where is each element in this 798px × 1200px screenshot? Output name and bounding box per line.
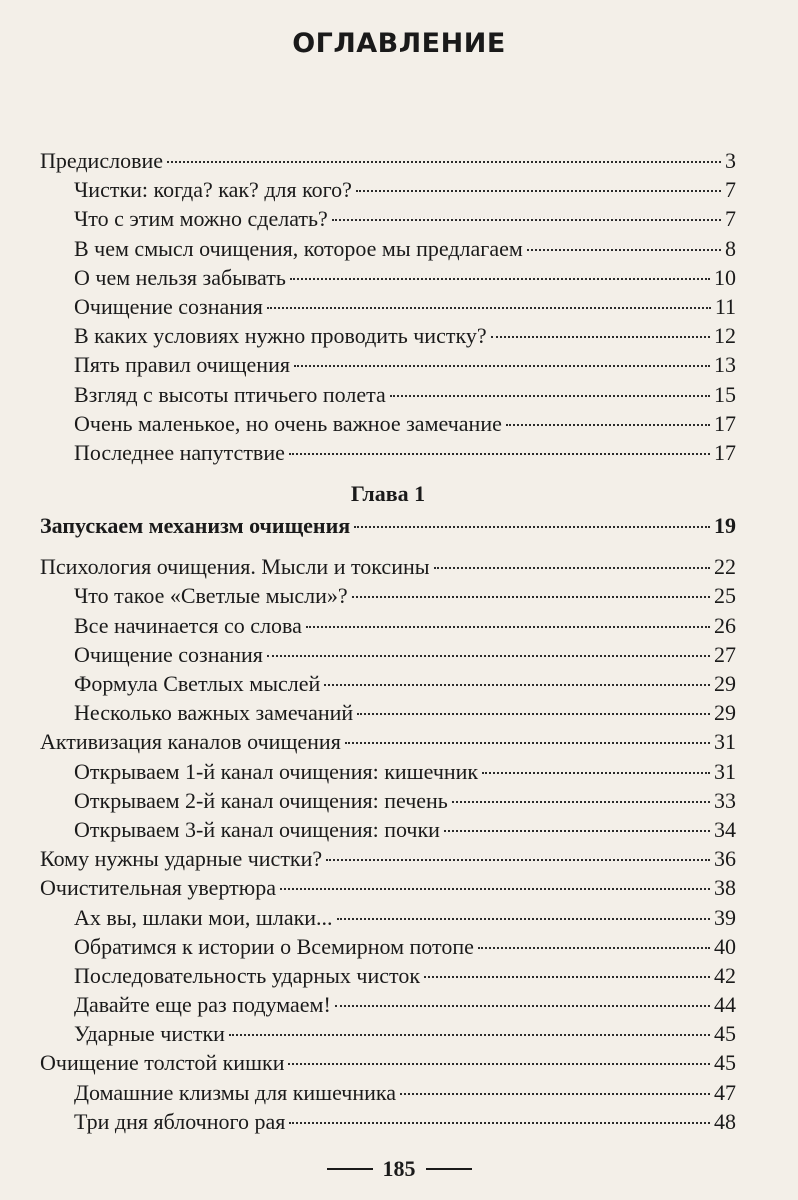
toc-entry <box>40 552 736 581</box>
toc-entry-page: 3 <box>725 148 736 173</box>
toc-entry-page: 42 <box>714 962 736 988</box>
dot-leader <box>280 888 710 890</box>
toc-entry-title: Кому нужны ударные чистки? <box>40 846 323 872</box>
toc-entry <box>40 669 736 698</box>
toc-entry-page: 12 <box>714 323 736 349</box>
toc-entry <box>40 786 736 815</box>
toc-entry-title: Ах вы, шлаки мои, шлаки... <box>74 904 333 930</box>
toc-entry-page: 7 <box>725 177 736 203</box>
toc-entry <box>40 1048 736 1077</box>
toc-entry <box>40 1078 736 1107</box>
toc-entry <box>40 932 736 961</box>
dot-leader <box>229 1034 710 1036</box>
dot-leader <box>267 655 710 657</box>
dot-leader <box>452 801 710 803</box>
dot-leader <box>167 161 721 163</box>
toc-entry-title: Что такое «Светлые мысли»? <box>74 583 348 609</box>
toc-entry <box>40 698 736 727</box>
dot-leader <box>294 365 710 367</box>
toc-entry-page: 33 <box>714 787 736 813</box>
dot-leader <box>335 1005 710 1007</box>
toc-entry-title: Несколько важных замечаний <box>74 700 354 726</box>
chapter-entries <box>40 552 736 1136</box>
toc-entry-title: Все начинается со слова <box>74 612 302 638</box>
toc-entry <box>40 844 736 873</box>
toc-entry-title: Чистки: когда? как? для кого? <box>74 177 352 203</box>
toc-entry-page: 47 <box>714 1079 736 1105</box>
toc-entry <box>40 321 736 350</box>
dot-leader <box>434 567 710 569</box>
toc-entry-title: Что с этим можно сделать? <box>74 206 328 232</box>
dot-leader <box>390 395 710 397</box>
chapter-page: 19 <box>714 513 736 539</box>
chapter-title: Запускаем механизм очищения <box>40 513 351 539</box>
toc-entry-title: Открываем 2-й канал очищения: печень <box>74 787 448 813</box>
dot-leader <box>354 526 710 528</box>
toc-entry-page: 22 <box>714 554 736 580</box>
toc-entry-page: 8 <box>725 235 736 261</box>
toc-entry-title: Открываем 3-й канал очищения: почки <box>74 816 440 842</box>
intro-section <box>40 146 736 467</box>
toc-entry-title: Активизация каналов очищения <box>40 729 341 755</box>
toc-entry-page: 10 <box>714 264 736 290</box>
toc-entry-page: 29 <box>714 671 736 696</box>
dot-leader <box>352 596 710 598</box>
toc-entry-title: Очищение сознания <box>74 293 263 319</box>
toc-entry-title: Формула Светлых мыслей <box>74 671 321 696</box>
toc-entry <box>40 409 736 438</box>
dot-leader <box>482 772 710 774</box>
toc-entry <box>40 263 736 292</box>
toc-entry-title: Очищение толстой кишки <box>40 1050 285 1076</box>
toc-entry-page: 31 <box>714 758 736 784</box>
toc-entry <box>40 292 736 321</box>
dot-leader <box>290 278 710 280</box>
dot-leader <box>267 307 711 309</box>
toc-entry-title: Три дня яблочного рая <box>74 1108 286 1134</box>
toc-entry <box>40 234 736 263</box>
toc-entry-page: 48 <box>714 1108 736 1134</box>
toc-entry-page: 26 <box>714 612 736 638</box>
dot-leader <box>337 918 710 920</box>
toc-entry-title: Ударные чистки <box>74 1021 225 1047</box>
dot-leader <box>288 1063 710 1065</box>
dot-leader <box>444 830 710 832</box>
toc-entry <box>40 581 736 610</box>
page-number: 185 <box>382 1156 416 1181</box>
toc-entry-title: Предисловие <box>40 148 163 173</box>
toc-entry-page: 25 <box>714 583 736 609</box>
toc-entry-page: 34 <box>714 816 736 842</box>
dot-leader <box>506 424 710 426</box>
chapter-label: Глава 1 <box>350 481 426 507</box>
toc-entry-title: Последнее напутствие <box>74 439 285 465</box>
dot-leader <box>357 713 710 715</box>
toc-entry <box>40 438 736 467</box>
toc-entry <box>40 146 736 175</box>
toc-entry <box>40 640 736 669</box>
toc-entry <box>40 1107 736 1136</box>
footer-dash-right <box>426 1168 472 1170</box>
footer-dash-left <box>327 1168 373 1170</box>
toc-entry-page: 17 <box>714 439 736 465</box>
toc-entry <box>40 990 736 1019</box>
toc-entry-title: Открываем 1-й канал очищения: кишечник <box>74 758 479 784</box>
toc-entry <box>40 903 736 932</box>
toc-entry <box>40 175 736 204</box>
dot-leader <box>324 684 710 686</box>
toc-entry-title: Взгляд с высоты птичьего полета <box>74 381 386 407</box>
toc-entry-page: 7 <box>725 206 736 232</box>
dot-leader <box>289 453 710 455</box>
toc-entry-page: 36 <box>714 846 736 872</box>
dot-leader <box>306 626 710 628</box>
dot-leader <box>332 219 721 221</box>
toc-entry-page: 44 <box>714 992 736 1018</box>
toc-entry-title: Очищение сознания <box>74 641 263 667</box>
toc-entry-page: 29 <box>714 700 736 726</box>
toc-entry <box>40 1019 736 1048</box>
dot-leader <box>356 190 721 192</box>
page-heading: ОГЛАВЛЕНИЕ <box>292 28 506 59</box>
toc-entry-page: 45 <box>714 1021 736 1047</box>
toc-entry-title: В чем смысл очищения, которое мы предлагаем <box>74 235 523 261</box>
toc-entry-title: Психология очищения. Мысли и токсины <box>40 554 430 580</box>
page-footer <box>0 1156 798 1182</box>
toc-entry-title: Обратимся к истории о Всемирном потопе <box>74 933 474 959</box>
toc-entry-page: 39 <box>714 904 736 930</box>
toc-entry-page: 11 <box>714 293 736 319</box>
toc-entry <box>40 611 736 640</box>
toc-entry-page: 17 <box>714 410 736 436</box>
toc-entry-title: В каких условиях нужно проводить чистку? <box>74 323 487 349</box>
toc-entry <box>40 815 736 844</box>
toc-entry-title: Давайте еще раз подумаем! <box>74 992 331 1018</box>
toc-entry-page: 45 <box>714 1050 736 1076</box>
toc-entry-title: О чем нельзя забывать <box>74 264 286 290</box>
toc-entry <box>40 757 736 786</box>
dot-leader <box>527 249 721 251</box>
toc-entry-page: 31 <box>714 729 736 755</box>
toc-entry <box>40 204 736 233</box>
dot-leader <box>424 976 710 978</box>
toc-entry-title: Очень маленькое, но очень важное замечание <box>74 410 502 436</box>
table-of-contents <box>40 146 736 1136</box>
toc-entry-title: Домашние клизмы для кишечника <box>74 1079 397 1105</box>
toc-entry-page: 40 <box>714 933 736 959</box>
toc-entry <box>40 961 736 990</box>
toc-entry-title: Пять правил очищения <box>74 352 290 378</box>
toc-entry <box>40 727 736 756</box>
toc-entry <box>40 350 736 379</box>
toc-entry-page: 13 <box>714 352 736 378</box>
dot-leader <box>326 859 710 861</box>
dot-leader <box>400 1093 710 1095</box>
toc-entry <box>40 380 736 409</box>
chapter-title-row <box>40 511 736 540</box>
toc-entry-title: Очистительная увертюра <box>40 875 276 901</box>
toc-entry <box>40 873 736 902</box>
dot-leader <box>491 336 710 338</box>
toc-entry-title: Последовательность ударных чисток <box>74 962 421 988</box>
toc-entry-page: 15 <box>714 381 736 407</box>
toc-entry-page: 38 <box>714 875 736 901</box>
dot-leader <box>289 1122 710 1124</box>
toc-entry-page: 27 <box>714 641 736 667</box>
dot-leader <box>345 742 710 744</box>
dot-leader <box>478 947 710 949</box>
